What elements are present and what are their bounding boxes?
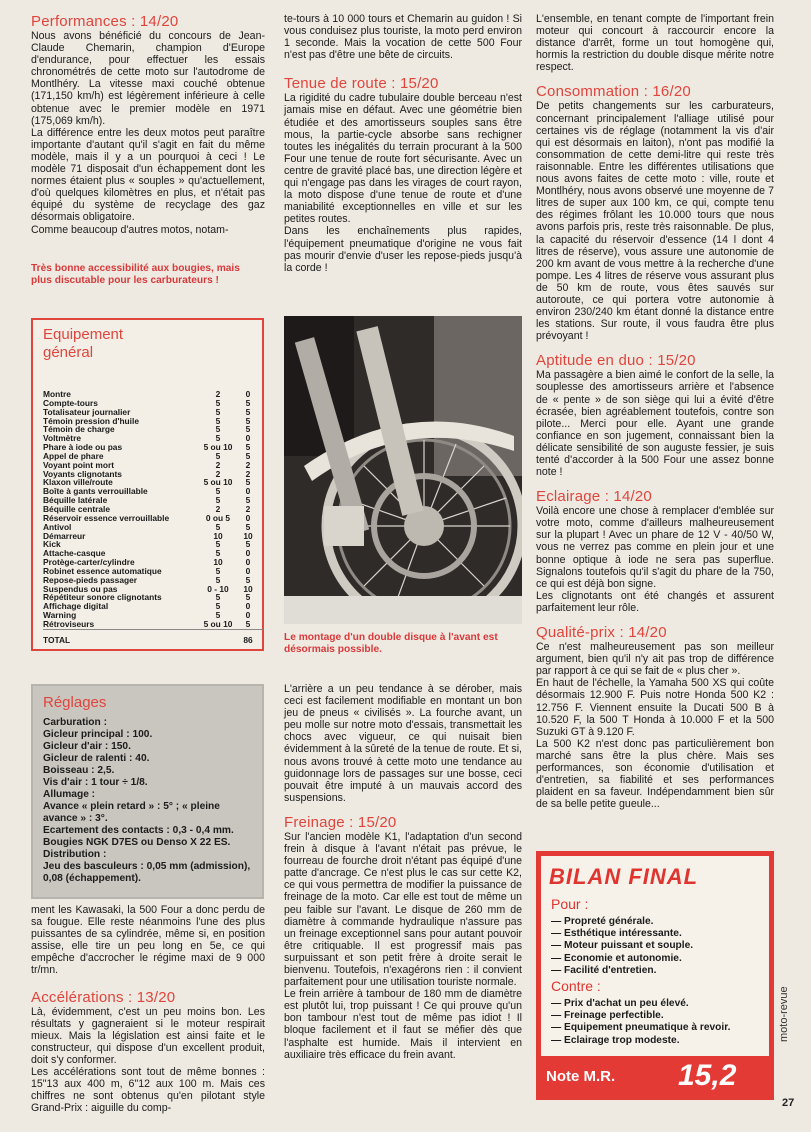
- pour-list: [551, 916, 693, 977]
- equipement-item: Klaxon ville/route: [43, 477, 113, 488]
- equipement-item: Protège-carter/cylindre: [43, 557, 135, 568]
- equipement-table: [43, 390, 263, 645]
- equipement-score: 0: [245, 548, 251, 559]
- paragraph: Ma passagère a bien aimé le confort de la selle, la souplesse des amortisseurs arrière et l'absence de « pente » de son siège qui lui a évité d'être écrasée, bien agréablement toutefois, contre son pilote... Merci pour elle. Ayant une grande confiance en son jugement, connaissant bien la délicate sensibilité de son auguste fessier, je suis tenté d'accorder à la 500 Four une assez bonne note !: [536, 369, 774, 479]
- contre-item: — Prix d'achat un peu élevé.: [551, 998, 730, 1010]
- equipement-item: Attache-casque: [43, 548, 106, 559]
- equipement-max: 5: [215, 592, 221, 603]
- motorcycle-photo: [284, 316, 522, 624]
- equipement-score: 2: [245, 459, 251, 470]
- equipement-max: 10: [213, 557, 223, 568]
- equipement-row: [43, 602, 263, 611]
- equipement-score: 5: [245, 450, 251, 461]
- equipement-item: Montre: [43, 389, 71, 399]
- equipement-max: 5: [215, 539, 221, 550]
- pour-label: Pour :: [551, 896, 589, 912]
- equipement-score: 5: [245, 618, 251, 629]
- paragraph: De petits changements sur les carburateurs, concernant principalement l'alliage utilisé pour certaines vis de réglage (notamment la vis d'air qui est désormais en laiton), n'ont pas modifié la consommation de cette demi-litre qui reste très raisonnable. Entre les différentes utilisations que nous avons faites de cette moto : ville, route et Montlhéry, nous avons observé une moyenne de 7 litres de super aux 100 km, ce qui, compte tenu des régimes frôlant les 10.000 tours que nous avons parfois pris, reste très raisonnable. De plus, la capacité du réservoir d'essence (14 l dont 4 litres de réserve), vous assure une autonomie de 200 km avant de vous mettre à la recherche d'une pompe. Les 4 litres de réserve vous assurant plus de 50 km de route, vous êtes sauvés sur autoroute, ce qui portera votre autonomie à environ 230/240 km étant donné la distance entre les stations. Sur route, il vous faudra être plus prévoyant !: [536, 100, 774, 343]
- paragraph: Voilà encore une chose à remplacer d'emblée sur votre moto, comme d'ailleurs malheureusement sur la plupart ! Avec un phare de 12 V - 40/50 W, vous ne verrez pas comme en plein jour et une bonne optique à iode ne sera pas superflue. Signalons toutefois qu'il s'agit du phare de la 750, ce qui est déjà bon signe.: [536, 505, 774, 590]
- pour-item: — Economie et autonomie.: [551, 953, 693, 965]
- equipement-max: 5: [215, 521, 221, 532]
- paragraph: Sur l'ancien modèle K1, l'adaptation d'un second frein à disque à l'avant n'était pas prévue, le fourreau de fourche droit n'étant pas équipé d'une patte d'ancrage. Ce n'est plus le cas sur cette K2, ce qui vous permettra de modifier la puissance de freinage de la moto. Car elle est tout de même un peu faible sur l'avant. Le disque de 260 mm de diamètre à commande hydraulique n'assure pas un freinage exceptionnel sans pour autant pouvoir être critiquable. Il est progressif mais pas surpuissant et son petit frère à droite serait le bienvenu. Toutefois, n'exagérons rien : il convient parfaitement pour une utilisation touriste normale.: [284, 830, 522, 989]
- column-middle: [284, 13, 522, 274]
- paragraph: Les clignotants ont été changés et assurent parfaitement leur rôle.: [536, 589, 774, 614]
- photo-caption: Le montage d'un double disque à l'avant est désormais possible.: [284, 632, 498, 655]
- equipement-max: 5: [215, 424, 221, 435]
- reglages-body: [43, 717, 252, 885]
- reglages-line: Distribution :: [43, 849, 107, 860]
- reglages-line: Vis d'air : 1 tour ÷ 1/8.: [43, 777, 148, 788]
- equipement-row: [43, 620, 263, 629]
- paragraph: Comme beaucoup d'autres motos, notam-: [31, 223, 229, 236]
- equipement-item: Robinet essence automatique: [43, 565, 162, 576]
- reglages-line: Bougies NGK D7ES ou Denso X 22 ES.: [43, 837, 231, 848]
- reglages-line: Ecartement des contacts : 0,3 - 0,4 mm.: [43, 825, 234, 836]
- equipement-score: 5: [245, 574, 251, 585]
- reglages-line: Boisseau : 2,5.: [43, 765, 115, 776]
- paragraph: La 500 K2 n'est donc pas particulièrement bon marché sans être la plus chère. Mais ses performances, son économie d'utilisation et d'entretien, sa fiabilité et ses performances plaident en sa faveur. Indépendamment bien sûr de sa belle petite gueule...: [536, 737, 774, 811]
- pour-item: — Facilité d'entretien.: [551, 965, 693, 977]
- equipement-item: Antivol: [43, 521, 72, 532]
- equipement-max: 5: [215, 415, 221, 426]
- heading-eclairage: Eclairage : 14/20: [536, 488, 652, 506]
- equipement-max: 0 ou 5: [205, 512, 231, 523]
- heading-tenue: Tenue de route : 15/20: [284, 75, 439, 93]
- equipement-max: 5: [215, 610, 221, 621]
- reglages-title: Réglages: [43, 694, 107, 711]
- paragraph: Ce n'est malheureusement pas son meilleur argument, bien qu'il n'y ait pas trop de différence par rapport à ce qui se fait de « plus cher ».: [536, 641, 774, 678]
- reglages-line: Jeu des basculeurs : 0,05 mm (admission), 0,08 (échappement).: [43, 861, 251, 884]
- pour-item: — Esthétique intéressante.: [551, 928, 693, 940]
- equipement-score: 0: [245, 557, 251, 568]
- photo-front-wheel: [284, 316, 522, 624]
- equipement-item: Appel de phare: [43, 450, 104, 461]
- heading-qualite: Qualité-prix : 14/20: [536, 624, 667, 642]
- equipement-score: 2: [245, 468, 251, 479]
- pour-item: — Propreté générale.: [551, 916, 693, 928]
- equipement-item: Phare à iode ou pas: [43, 442, 123, 453]
- equipement-item: Voltmètre: [43, 433, 82, 444]
- paragraph: L'ensemble, en tenant compte de l'important frein moteur qui concourt à raccourcir encore la distance d'arrêt, forme un tout homogène qui, hormis la restriction du double disque mérite notre respect.: [536, 13, 774, 74]
- reglages-line: Carburation :: [43, 717, 107, 728]
- equipement-max: 2: [215, 459, 221, 470]
- paragraph: ment les Kawasaki, la 500 Four a donc perdu de sa fougue. Elle reste néanmoins l'une des plus puissantes de sa cylindrée, même si, en position assise, elle tire un peu long en 5e, ce qui empêche d'accrocher le régime maxi de 9 000 tr/mn.: [31, 904, 265, 977]
- equipement-score: 2: [245, 503, 251, 514]
- heading-consommation: Consommation : 16/20: [536, 83, 691, 101]
- equipement-item: Affichage digital: [43, 601, 109, 612]
- equipement-score: 5: [245, 592, 251, 603]
- equipement-item: Suspendus ou pas: [43, 583, 118, 594]
- contre-label: Contre :: [551, 978, 601, 994]
- bilan-title: BILAN FINAL: [549, 864, 699, 889]
- paragraph: En haut de l'échelle, la Yamaha 500 XS qui coûte désormais 12.900 F. Puis notre Honda 500 K2 : 12.756 F. Viennent ensuite la Ducati 500 B à 10.520 F, la 500 T Honda à 10.000 F et la 500 Suzuki GT à 9.120 F.: [536, 677, 774, 738]
- equipement-score: 0: [245, 512, 251, 523]
- equipement-item: Totalisateur journalier: [43, 406, 131, 417]
- equipement-score: 0: [245, 486, 251, 497]
- column-left: [31, 13, 265, 236]
- equipement-max: 5 ou 10: [203, 442, 233, 453]
- equipement-max: 10: [213, 530, 223, 541]
- magazine-name: moto-revue: [778, 986, 790, 1042]
- paragraph: Dans les enchaînements plus rapides, l'équipement pneumatique d'origine ne vous fait pas mourir d'envie d'user les repose-pieds jusqu'à la corde !: [284, 225, 522, 274]
- equipement-score: 5: [245, 442, 251, 453]
- equipement-row: [43, 514, 263, 523]
- equipement-max: 5: [215, 601, 221, 612]
- equipement-item: Warning: [43, 610, 77, 621]
- heading-freinage: Freinage : 15/20: [284, 813, 397, 831]
- equipement-max: 5: [215, 397, 221, 408]
- page-number: 27: [782, 1097, 795, 1109]
- paragraph: Là, évidemment, c'est un peu moins bon. Les résultats y gagneraient si le moteur respirait mieux. Mais la législation est ainsi faite et le constructeur, qui dispose d'un excellent produit, doit s'y conformer.: [31, 1005, 265, 1066]
- paragraph: L'arrière a un peu tendance à se dérober, mais ceci est facilement modifiable en montant un bon jeu de pneus « civilisés ». La fourche avant, un peu molle sur notre moto d'essais, transmettait les chocs avec vigueur, ce qui nuisait bien évidemment à la sûreté de la tenue de route. Et si, nous avons trouvé à cette moto une tendance au guidonnage lors de passages sur une bosse, ceci pouvait être imputé à un mauvais accord des suspensions.: [284, 683, 522, 804]
- reglages-line: Gicleur de ralenti : 40.: [43, 753, 150, 764]
- paragraph: La rigidité du cadre tubulaire double berceau n'est jamais mise en défaut. Avec une géométrie bien étudiée et des amortisseurs souples sans être mous, la partie-cycle absorbe sans rechigner toutes les inégalités du terrain procurant à la 500 Four une tenue de route fort sécurisante. Avec un centre de gravité placé bas, une direction légère et qui n'engage pas dans les virages de court rayon, la moto dispose d'une tenue de route et d'une maniabilité exceptionnelles en ville et sur les petites routes.: [284, 92, 522, 226]
- paragraph: Les accélérations sont tout de même bonnes : 15"13 aux 400 m, 6"12 aux 100 m. Mais ces chiffres ne sont obtenus qu'en pilotant style Grand-Prix : aiguille du comp-: [31, 1066, 265, 1115]
- equipement-score: 5: [245, 397, 251, 408]
- total-label: TOTAL: [43, 629, 203, 644]
- reglages-line: Gicleur principal : 100.: [43, 729, 153, 740]
- equipement-score: 5: [245, 495, 251, 506]
- equipement-score: 0: [245, 610, 251, 621]
- equipement-max: 5: [215, 495, 221, 506]
- caption-bougies: Très bonne accessibilité aux bougies, mais plus discutable pour les carburateurs !: [31, 263, 240, 286]
- equipement-score: 10: [243, 530, 253, 541]
- equipement-item: Voyants clignotants: [43, 468, 122, 479]
- column-middle-bottom: [284, 683, 522, 1061]
- equipement-score: 5: [245, 539, 251, 550]
- reglages-line: Avance « plein retard » : 5° ; « pleine avance » : 3°.: [43, 801, 220, 824]
- contre-item: — Equipement pneumatique à revoir.: [551, 1022, 730, 1034]
- column-right: [536, 13, 774, 810]
- equipement-max: 5: [215, 548, 221, 559]
- total-row: [43, 629, 263, 644]
- equipement-item: Réservoir essence verrouillable: [43, 512, 170, 523]
- contre-item: — Eclairage trop modeste.: [551, 1035, 730, 1047]
- equipement-max: 2: [215, 389, 221, 399]
- bilan-box: [536, 851, 774, 1100]
- equipement-max: 5 ou 10: [203, 477, 233, 488]
- equipement-score: 10: [243, 583, 253, 594]
- equipement-max: 5: [215, 450, 221, 461]
- reglages-line: Allumage :: [43, 789, 96, 800]
- heading-accelerations: Accélérations : 13/20: [31, 988, 176, 1006]
- equipement-max: 5: [215, 433, 221, 444]
- contre-list: [551, 998, 730, 1047]
- pour-item: — Moteur puissant et souple.: [551, 940, 693, 952]
- reglages-box: [31, 684, 264, 899]
- contre-item: — Freinage perfectible.: [551, 1010, 730, 1022]
- note-label: Note M.R.: [546, 1068, 616, 1085]
- equipement-item: Témoin pression d'huile: [43, 415, 139, 426]
- equipement-row: [43, 532, 263, 541]
- equipement-max: 5: [215, 406, 221, 417]
- heading-performances: Performances : 14/20: [31, 13, 179, 30]
- heading-aptitude: Aptitude en duo : 15/20: [536, 352, 696, 370]
- equipement-max: 5 ou 10: [203, 618, 233, 629]
- equipement-max: 5: [215, 574, 221, 585]
- equipement-score: 0: [245, 601, 251, 612]
- equipement-item: Voyant point mort: [43, 459, 115, 470]
- equipement-item: Boîte à gants verrouillable: [43, 486, 148, 497]
- equipement-score: 5: [245, 415, 251, 426]
- equipement-item: Répétiteur sonore clignotants: [43, 592, 162, 603]
- equipement-max: 2: [215, 503, 221, 514]
- paragraph: La différence entre les deux motos peut paraître importante d'autant qu'il s'agit en fait du même modèle, mais il y a un pourquoi à ceci ! Le modèle 71 disposait d'un échappement dont les normes étaient plus « souples » qu'actuellement, d'où quelques kilomètres en plus, et n'était pas équipé du système de recyclage des gaz désormais obligatoire.: [31, 126, 265, 224]
- equipement-score: 0: [245, 565, 251, 576]
- total-value: 86: [233, 629, 263, 644]
- column-left-bottom: [31, 904, 265, 1114]
- equipement-item: Béquille centrale: [43, 503, 111, 514]
- equipement-score: 5: [245, 406, 251, 417]
- equipement-score: 5: [245, 521, 251, 532]
- equipement-max: 5: [215, 486, 221, 497]
- equipement-max: 0 - 10: [207, 583, 229, 594]
- paragraph: Le frein arrière à tambour de 180 mm de diamètre est plutôt lui, trop puissant ! Ce qui prouve qu'un bon tambour n'est tout de même pas idiot ! Il bloque facilement et il faut se méfier dès que l'asphalte est humide. Mais il intervient en auxiliaire très efficace du frein avant.: [284, 988, 522, 1061]
- equipement-score: 0: [245, 389, 251, 399]
- paragraph: te-tours à 10 000 tours et Chemarin au guidon ! Si vous conduisez plus touriste, la moto perd environ 1 seconde. Mais la vocation de cette 500 Four n'est pas d'être une bête de circuits.: [284, 13, 522, 62]
- note-value: 15,2: [678, 1059, 737, 1092]
- equipement-item: Démarreur: [43, 530, 86, 541]
- equipement-box: [31, 318, 264, 651]
- equipement-item: Repose-pieds passager: [43, 574, 138, 585]
- equipement-max: 2: [215, 468, 221, 479]
- equipement-item: Témoin de charge: [43, 424, 115, 435]
- equipement-max: 5: [215, 565, 221, 576]
- reglages-line: Gicleur d'air : 150.: [43, 741, 131, 752]
- note-band: [536, 1056, 774, 1100]
- equipement-item: Compte-tours: [43, 397, 98, 408]
- equipement-score: 5: [245, 424, 251, 435]
- equipement-score: 0: [245, 433, 251, 444]
- equipement-title: Equipement général: [43, 326, 124, 361]
- equipement-item: Kick: [43, 539, 61, 550]
- equipement-item: Rétroviseurs: [43, 618, 95, 629]
- equipement-score: 5: [245, 477, 251, 488]
- equipement-item: Béquille latérale: [43, 495, 108, 506]
- paragraph: Nous avons bénéficié du concours de Jean-Claude Chemarin, champion d'Europe d'endurance, pour effectuer les essais chronométrés de cette moto sur l'autodrome de Montlhéry. La vitesse maxi couché obtenue (171,150 km/h) est légèrement inférieure à celle obtenue avec le premier modèle en 1971 (175,069 km/h).: [31, 30, 265, 127]
